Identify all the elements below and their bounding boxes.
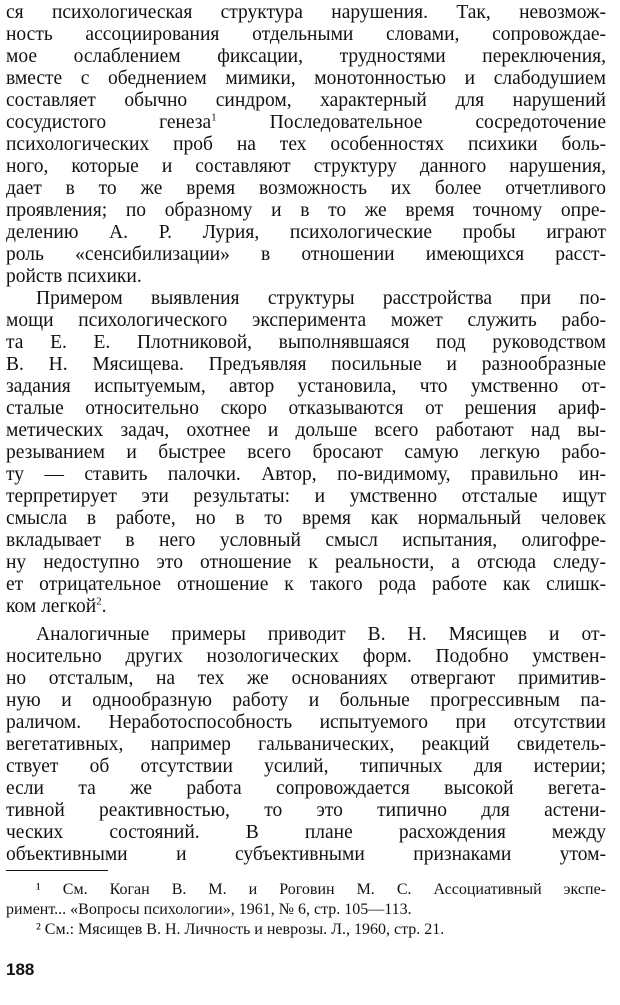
- text-line: роль «сенсибилизации» в отношении имеющихся расст-: [6, 244, 606, 265]
- text-line: ную и однообразную работу и больные прогрессивным па-: [6, 690, 606, 711]
- text-line: мое ослаблением фиксации, трудностями переключения,: [6, 46, 606, 67]
- text-line: ройств психики.: [6, 266, 142, 287]
- text-line: ствует об отсутствии усилий, типичных для истерии;: [6, 756, 606, 777]
- text-line: резыванием и быстрее всего бросают самую легкую рабо-: [6, 442, 606, 463]
- text-line: ну недоступно это отношение к реальности, а отсюда следу-: [6, 552, 606, 573]
- text-line: вкладывает в него условный смысл испытания, олигофре-: [6, 530, 606, 551]
- text-line: психологических проб на тех особенностях психики боль-: [6, 134, 606, 155]
- text-line: вместе с обеднением мимики, монотонностью и слабодушием: [6, 68, 606, 89]
- text-line: но отсталым, на тех же основаниях отвергают примитив-: [6, 668, 606, 689]
- text-line: ет отрицательное отношение к такого рода работе как слишк-: [6, 574, 606, 595]
- footnote-2: ² См.: Мясищев В. Н. Личность и неврозы. Л., 1960, стр. 21.: [36, 921, 445, 938]
- text-line: ность ассоциирования отдельными словами, сопровождае-: [6, 24, 606, 45]
- text-line: дает в то же время возможность их более отчетливого: [6, 178, 606, 199]
- footnote-divider: [6, 870, 108, 871]
- text-line: ческих состояний. В плане расхождения между: [6, 822, 606, 843]
- text-line: метических задач, охотнее и дольше всего работают над вы-: [6, 420, 606, 441]
- footnote-1-line: ¹ См. Коган В. М. и Роговин М. С. Ассоциативный экспе-: [36, 881, 606, 898]
- footnote-ref: 1: [211, 111, 217, 124]
- text-line: проявления; по образному и в то же время точному опре-: [6, 200, 606, 221]
- text-line: составляет обычно синдром, характерный для нарушений: [6, 90, 606, 111]
- text-line: В. Н. Мясищева. Предъявляя посильные и разнообразные: [6, 354, 606, 375]
- text-line: смысла в работе, но в то время как нормальный человек: [6, 508, 606, 529]
- text-line: терпретирует эти результаты: и умственно отсталые ищут: [6, 486, 606, 507]
- text-line: Примером выявления структуры расстройства при по-: [36, 288, 606, 309]
- text-line: делению А. Р. Лурия, психологические пробы играют: [6, 222, 606, 243]
- text-line-with-footnote: ком легкой$^2$.: [6, 595, 107, 617]
- text-line: ся психологическая структура нарушения. Так, невозмож-: [6, 2, 606, 23]
- text-line: ного, которые и составляют структуру данного нарушения,: [6, 156, 606, 177]
- text-line: мощи психологического эксперимента может служить рабо-: [6, 310, 606, 331]
- text-fragment: ком легкой: [6, 596, 97, 617]
- page-number: 188: [6, 960, 35, 979]
- text-line: тивной реактивностью, то это типично для астени-: [6, 800, 606, 821]
- text-line: ту — ставить палочки. Автор, по-видимому, правильно ин-: [6, 464, 606, 485]
- footnote-1-line: римент... «Вопросы психологии», 1961, № 6, стр. 105—113.: [6, 901, 412, 918]
- text-line: Аналогичные примеры приводит В. Н. Мясищев и от-: [36, 624, 606, 645]
- text-line: носительно других нозологических форм. Подобно умствен-: [6, 646, 606, 667]
- text-fragment: сосудистого генеза: [6, 112, 212, 133]
- text-line: задания испытуемым, автор установила, что умственно от-: [6, 376, 606, 397]
- text-line: та Е. Е. Плотниковой, выполнявшаяся под руководством: [6, 332, 606, 353]
- text-line: сталые относительно скоро отказываются от решения ариф-: [6, 398, 606, 419]
- text-line-with-footnote: [6, 112, 606, 134]
- text-line: раличом. Неработоспособность испытуемого при отсутствии: [6, 712, 606, 733]
- text-line: если та же работа сопровождается высокой вегета-: [6, 778, 606, 799]
- text-line: объективными и субъективными признаками утом-: [6, 844, 606, 865]
- text-line: вегетативных, например гальванических, реакций свидетель-: [6, 734, 606, 755]
- footnote-ref: 2: [96, 595, 102, 608]
- text-fragment: Последовательное сосредоточение: [269, 112, 606, 133]
